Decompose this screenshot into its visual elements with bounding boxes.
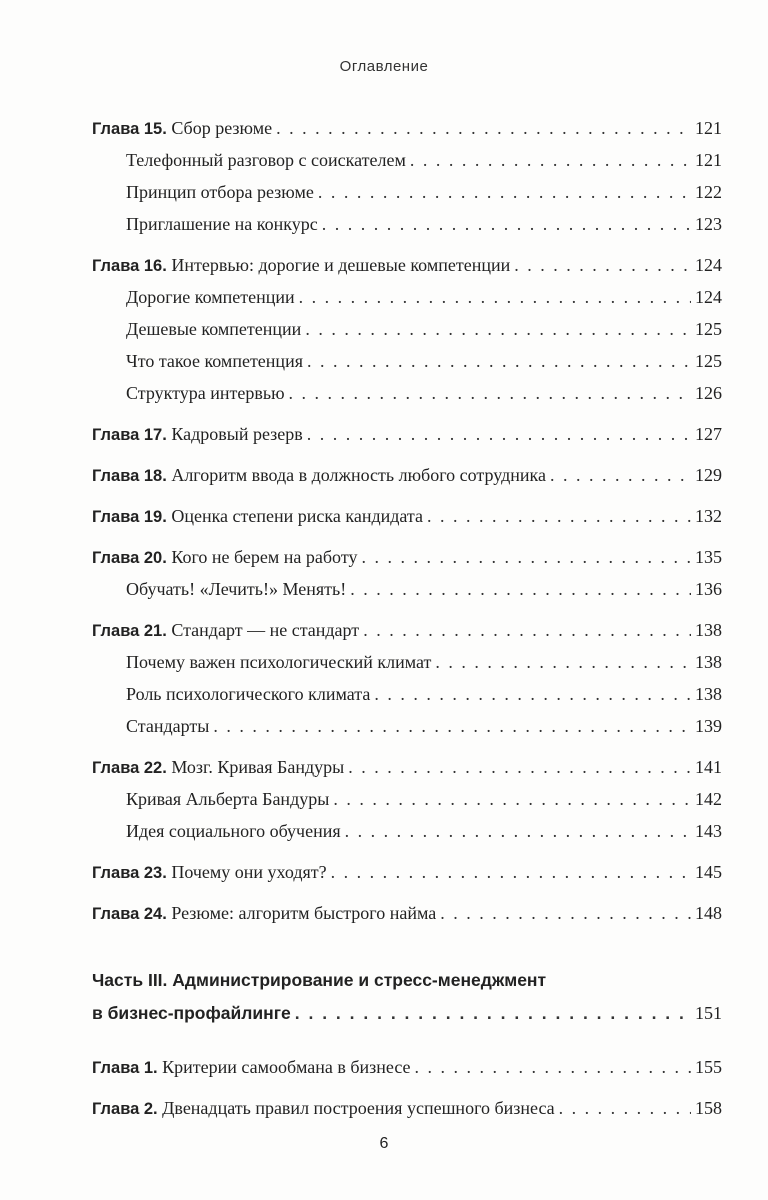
page-number: 138 — [695, 620, 722, 640]
toc-entry-chapter-23 — [92, 856, 722, 888]
toc-subentry — [92, 176, 722, 208]
toc-subentry-title: Структура интервью — [126, 383, 285, 403]
toc-subentry-title: Роль психологического климата — [126, 684, 371, 704]
toc-subentry — [92, 783, 722, 815]
page-number: 138 — [695, 684, 722, 704]
leader-dots — [345, 815, 691, 847]
page-number: 136 — [695, 579, 722, 599]
chapter-label: Глава 17. — [92, 426, 167, 444]
leader-dots — [363, 614, 691, 646]
leader-dots — [435, 646, 691, 678]
chapter-label: Глава 2. — [92, 1100, 158, 1118]
toc-subentry-title: Стандарты — [126, 716, 210, 736]
toc-entry-title: Глава 24. Резюме: алгоритм быстрого найма — [92, 903, 437, 923]
toc-entry-title: Глава 15. Сбор резюме — [92, 118, 273, 138]
chapter-label: Глава 16. — [92, 257, 167, 275]
part-title-text: в бизнес-профайлинге — [92, 1003, 291, 1023]
toc-entry-chapter-17 — [92, 418, 722, 450]
toc-subentry — [92, 815, 722, 847]
page-number: 148 — [695, 903, 722, 923]
page-number: 135 — [695, 547, 722, 567]
leader-dots — [213, 710, 691, 742]
leader-dots — [410, 144, 691, 176]
toc-subentry-title: Приглашение на конкурс — [126, 214, 318, 234]
page-number: 121 — [695, 150, 722, 170]
page-number: 121 — [695, 118, 722, 138]
toc-entry-chapter-19 — [92, 500, 722, 532]
toc-entry-title: Глава 22. Мозг. Кривая Бандуры — [92, 757, 345, 777]
page-number: 138 — [695, 652, 722, 672]
table-of-contents — [92, 112, 722, 1124]
leader-dots — [299, 281, 691, 313]
toc-entry-chapter-16 — [92, 249, 722, 281]
toc-subentry-title: Почему важен психологический климат — [126, 652, 432, 672]
toc-entry-title: Глава 20. Кого не берем на работу — [92, 547, 358, 567]
toc-entry-title: Глава 2. Двенадцать правил построения успешного бизнеса — [92, 1098, 555, 1118]
leader-dots — [427, 500, 691, 532]
page-number: 127 — [695, 424, 722, 444]
leader-dots — [361, 541, 691, 573]
toc-part-heading — [92, 963, 722, 1029]
toc-entry-title: Глава 16. Интервью: дорогие и дешевые компетенции — [92, 255, 511, 275]
toc-entry-part3-chapter-1 — [92, 1051, 722, 1083]
toc-subentry-title: Дорогие компетенции — [126, 287, 295, 307]
chapter-label: Глава 19. — [92, 508, 167, 526]
leader-dots — [289, 377, 691, 409]
toc-subentry-title: Что такое компетенция — [126, 351, 303, 371]
toc-entry-title: Глава 19. Оценка степени риска кандидата — [92, 506, 424, 526]
toc-subentry — [92, 377, 722, 409]
toc-entry-chapter-20 — [92, 541, 722, 573]
chapter-label: Глава 21. — [92, 622, 167, 640]
leader-dots — [322, 208, 691, 240]
leader-dots — [350, 573, 691, 605]
page-number: 126 — [695, 383, 722, 403]
part-title-line-1: Часть III. Администрирование и стресс-менеджмент — [92, 970, 547, 990]
part-title-line-2 — [92, 997, 722, 1029]
page-number: 139 — [695, 716, 722, 736]
page-number: 143 — [695, 821, 722, 841]
leader-dots — [348, 751, 691, 783]
toc-entry-title: Глава 18. Алгоритм ввода в должность любого сотрудника — [92, 465, 546, 485]
leader-dots — [440, 897, 691, 929]
toc-entry-title: Глава 21. Стандарт — не стандарт — [92, 620, 360, 640]
toc-subentry — [92, 678, 722, 710]
page-number: 129 — [695, 465, 722, 485]
toc-entry-title: Глава 17. Кадровый резерв — [92, 424, 303, 444]
leader-dots — [415, 1051, 691, 1083]
toc-subentry — [92, 345, 722, 377]
leader-dots — [305, 313, 691, 345]
toc-entry-part3-chapter-2 — [92, 1092, 722, 1124]
page-number: 145 — [695, 862, 722, 882]
leader-dots — [374, 678, 691, 710]
leader-dots — [333, 783, 691, 815]
page-number: 158 — [695, 1098, 722, 1118]
chapter-label: Глава 18. — [92, 467, 167, 485]
page-number: 142 — [695, 789, 722, 809]
chapter-label: Глава 23. — [92, 864, 167, 882]
page-number: 123 — [695, 214, 722, 234]
toc-subentry-title: Принцип отбора резюме — [126, 182, 314, 202]
chapter-label: Глава 20. — [92, 549, 167, 567]
leader-dots — [550, 459, 691, 491]
leader-dots — [559, 1092, 691, 1124]
page-number: 155 — [695, 1057, 722, 1077]
leader-dots — [318, 176, 691, 208]
toc-entry-chapter-21 — [92, 614, 722, 646]
page-number: 141 — [695, 757, 722, 777]
toc-subentry-title: Кривая Альберта Бандуры — [126, 789, 330, 809]
page-number: 125 — [695, 319, 722, 339]
toc-subentry — [92, 313, 722, 345]
toc-entry-chapter-24 — [92, 897, 722, 929]
running-head: Оглавление — [339, 58, 429, 75]
toc-subentry — [92, 281, 722, 313]
leader-dots — [331, 856, 691, 888]
page-number: 122 — [695, 182, 722, 202]
toc-subentry-title: Обучать! «Лечить!» Менять! — [126, 579, 347, 599]
toc-subentry — [92, 646, 722, 678]
toc-subentry-title: Идея социального обучения — [126, 821, 341, 841]
chapter-label: Глава 22. — [92, 759, 167, 777]
toc-subentry — [92, 573, 722, 605]
toc-entry-chapter-15 — [92, 112, 722, 144]
toc-subentry — [92, 208, 722, 240]
chapter-label: Глава 24. — [92, 905, 167, 923]
leader-dots — [514, 249, 691, 281]
toc-subentry-title: Дешевые компетенции — [126, 319, 302, 339]
leader-dots — [307, 345, 691, 377]
toc-subentry-title: Телефонный разговор с соискателем — [126, 150, 406, 170]
toc-subentry — [92, 710, 722, 742]
leader-dots — [295, 997, 691, 1029]
page-number-footer: 6 — [379, 1135, 389, 1152]
chapter-label: Глава 15. — [92, 120, 167, 138]
toc-entry-title: Глава 23. Почему они уходят? — [92, 862, 327, 882]
leader-dots — [307, 418, 691, 450]
toc-entry-chapter-22 — [92, 751, 722, 783]
page-number: 132 — [695, 506, 722, 526]
leader-dots — [276, 112, 691, 144]
toc-subentry — [92, 144, 722, 176]
page-number: 125 — [695, 351, 722, 371]
page-number: 124 — [695, 287, 722, 307]
page-number: 124 — [695, 255, 722, 275]
chapter-label: Глава 1. — [92, 1059, 158, 1077]
toc-entry-title: Глава 1. Критерии самообмана в бизнесе — [92, 1057, 411, 1077]
page-number: 151 — [695, 1003, 722, 1023]
toc-entry-chapter-18 — [92, 459, 722, 491]
